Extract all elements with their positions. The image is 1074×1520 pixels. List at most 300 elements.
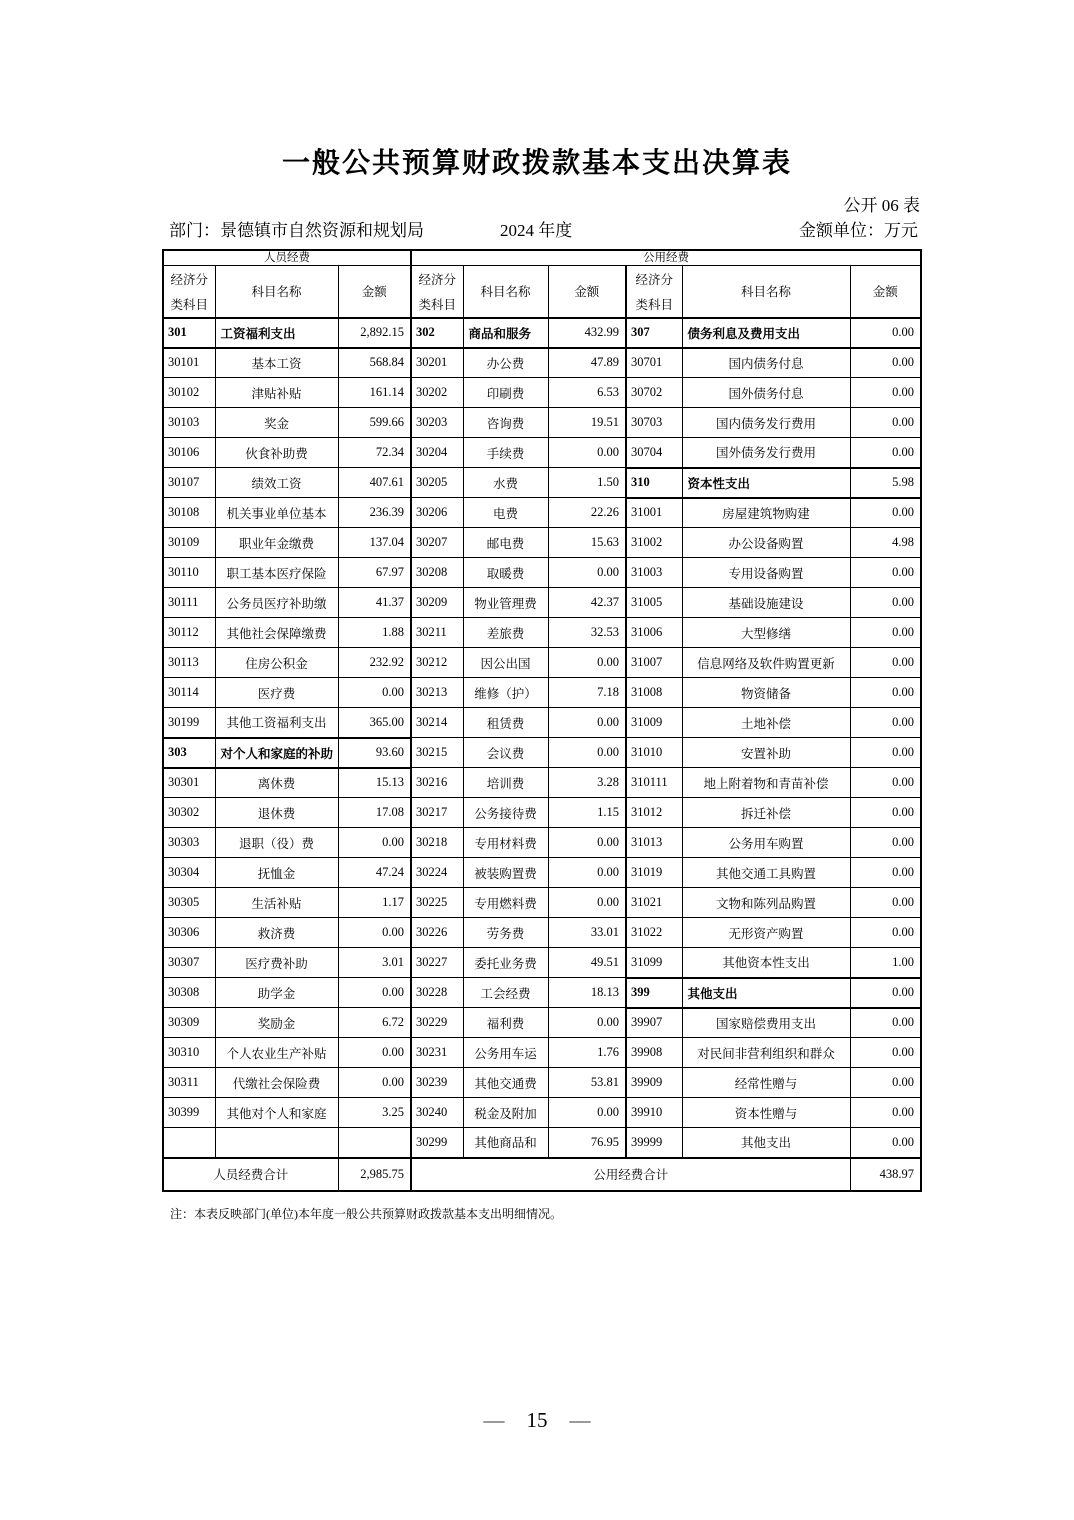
amount-cell: 0.00 xyxy=(338,678,411,708)
table-row xyxy=(163,738,921,768)
col-header-amount: 金额 xyxy=(850,266,921,318)
code-cell: 30217 xyxy=(411,798,463,828)
amount-cell: 0.00 xyxy=(850,888,921,918)
name-cell: 退休费 xyxy=(215,798,338,828)
code-cell: 30103 xyxy=(163,408,215,438)
name-cell: 机关事业单位基本 xyxy=(215,498,338,528)
name-cell: 专用材料费 xyxy=(463,828,548,858)
amount-cell: 19.51 xyxy=(548,408,626,438)
name-cell: 津贴补贴 xyxy=(215,378,338,408)
name-cell: 咨询费 xyxy=(463,408,548,438)
table-row xyxy=(163,798,921,828)
group-header-row xyxy=(163,250,921,266)
code-cell: 31099 xyxy=(626,948,682,978)
amount-cell: 365.00 xyxy=(338,708,411,738)
code-cell: 31003 xyxy=(626,558,682,588)
amount-cell: 0.00 xyxy=(850,1008,921,1038)
code-cell: 31022 xyxy=(626,918,682,948)
amount-cell: 49.51 xyxy=(548,948,626,978)
table-row xyxy=(163,618,921,648)
code-cell: 30702 xyxy=(626,378,682,408)
name-cell: 土地补偿 xyxy=(682,708,850,738)
code-cell: 30306 xyxy=(163,918,215,948)
totals-row xyxy=(163,1158,921,1191)
name-cell: 大型修缮 xyxy=(682,618,850,648)
amount-cell: 0.00 xyxy=(850,558,921,588)
amount-cell: 47.24 xyxy=(338,858,411,888)
col-header-code-line1: 经济分 xyxy=(170,273,208,288)
amount-cell: 3.01 xyxy=(338,948,411,978)
name-cell: 专用燃料费 xyxy=(463,888,548,918)
name-cell: 其他支出 xyxy=(682,978,850,1008)
table-row xyxy=(163,978,921,1008)
name-cell: 培训费 xyxy=(463,768,548,798)
name-cell xyxy=(215,1128,338,1158)
name-cell: 救济费 xyxy=(215,918,338,948)
table-row xyxy=(163,948,921,978)
code-cell: 30299 xyxy=(411,1128,463,1158)
code-cell: 30216 xyxy=(411,768,463,798)
name-cell: 印刷费 xyxy=(463,378,548,408)
amount-cell: 17.08 xyxy=(338,798,411,828)
code-cell: 30308 xyxy=(163,978,215,1008)
table-row xyxy=(163,708,921,738)
amount-cell: 0.00 xyxy=(850,438,921,468)
name-cell: 会议费 xyxy=(463,738,548,768)
name-cell: 抚恤金 xyxy=(215,858,338,888)
name-cell: 医疗费 xyxy=(215,678,338,708)
table-row xyxy=(163,678,921,708)
amount-cell: 0.00 xyxy=(338,828,411,858)
code-cell: 30205 xyxy=(411,468,463,498)
name-cell: 基础设施建设 xyxy=(682,588,850,618)
amount-cell: 0.00 xyxy=(850,708,921,738)
code-cell: 30114 xyxy=(163,678,215,708)
table-row xyxy=(163,1038,921,1068)
name-cell: 伙食补助费 xyxy=(215,438,338,468)
name-cell: 医疗费补助 xyxy=(215,948,338,978)
amount-cell: 0.00 xyxy=(338,978,411,1008)
code-cell: 31008 xyxy=(626,678,682,708)
name-cell: 工会经费 xyxy=(463,978,548,1008)
amount-cell: 15.63 xyxy=(548,528,626,558)
table-row xyxy=(163,558,921,588)
name-cell: 其他交通工具购置 xyxy=(682,858,850,888)
name-cell: 公务用车购置 xyxy=(682,828,850,858)
name-cell: 商品和服务 xyxy=(463,318,548,348)
amount-cell: 5.98 xyxy=(850,468,921,498)
code-cell: 30106 xyxy=(163,438,215,468)
name-cell: 职业年金缴费 xyxy=(215,528,338,558)
amount-cell: 0.00 xyxy=(338,1068,411,1098)
amount-cell: 15.13 xyxy=(338,768,411,798)
amount-cell: 0.00 xyxy=(850,1068,921,1098)
expense-table xyxy=(162,249,922,1192)
code-cell: 30112 xyxy=(163,618,215,648)
amount-cell: 22.26 xyxy=(548,498,626,528)
table-row xyxy=(163,768,921,798)
code-cell: 30202 xyxy=(411,378,463,408)
amount-cell: 236.39 xyxy=(338,498,411,528)
code-cell: 39909 xyxy=(626,1068,682,1098)
amount-cell: 0.00 xyxy=(548,828,626,858)
code-cell: 30227 xyxy=(411,948,463,978)
unit-label: 金额单位：万元 xyxy=(799,221,918,240)
name-cell: 其他支出 xyxy=(682,1128,850,1158)
amount-cell: 6.53 xyxy=(548,378,626,408)
amount-cell: 0.00 xyxy=(548,558,626,588)
code-cell: 30309 xyxy=(163,1008,215,1038)
code-cell: 30201 xyxy=(411,348,463,378)
code-cell: 31013 xyxy=(626,828,682,858)
code-cell: 30212 xyxy=(411,648,463,678)
col-header-amount: 金额 xyxy=(548,266,626,318)
amount-cell: 568.84 xyxy=(338,348,411,378)
col-header-code-line2: 类科目 xyxy=(418,298,456,313)
year-label: 2024 年度 xyxy=(500,221,573,240)
code-cell xyxy=(163,1128,215,1158)
name-cell: 无形资产购置 xyxy=(682,918,850,948)
amount-cell xyxy=(338,1128,411,1158)
amount-cell: 0.00 xyxy=(850,738,921,768)
table-row xyxy=(163,918,921,948)
name-cell: 其他商品和 xyxy=(463,1128,548,1158)
amount-cell: 0.00 xyxy=(850,678,921,708)
code-cell: 30110 xyxy=(163,558,215,588)
code-cell: 31019 xyxy=(626,858,682,888)
code-cell: 30310 xyxy=(163,1038,215,1068)
name-cell: 助学金 xyxy=(215,978,338,1008)
code-cell: 30302 xyxy=(163,798,215,828)
amount-cell: 0.00 xyxy=(850,1038,921,1068)
code-cell: 31006 xyxy=(626,618,682,648)
name-cell: 公务员医疗补助缴 xyxy=(215,588,338,618)
table-row xyxy=(163,828,921,858)
amount-cell: 0.00 xyxy=(548,708,626,738)
amount-cell: 0.00 xyxy=(850,1128,921,1158)
note-text: 注：本表反映部门(单位)本年度一般公共预算财政拨款基本支出明细情况。 xyxy=(170,1207,562,1221)
amount-cell: 0.00 xyxy=(850,318,921,348)
name-cell: 手续费 xyxy=(463,438,548,468)
name-cell: 国内债务发行费用 xyxy=(682,408,850,438)
amount-cell: 18.13 xyxy=(548,978,626,1008)
code-cell: 30239 xyxy=(411,1068,463,1098)
code-cell: 39908 xyxy=(626,1038,682,1068)
name-cell: 文物和陈列品购置 xyxy=(682,888,850,918)
name-cell: 水费 xyxy=(463,468,548,498)
group-header-public: 公用经费 xyxy=(411,250,921,266)
code-cell: 31021 xyxy=(626,888,682,918)
amount-cell: 0.00 xyxy=(850,408,921,438)
name-cell: 被装购置费 xyxy=(463,858,548,888)
name-cell: 国外债务付息 xyxy=(682,378,850,408)
amount-cell: 42.37 xyxy=(548,588,626,618)
name-cell: 基本工资 xyxy=(215,348,338,378)
code-cell: 30208 xyxy=(411,558,463,588)
code-cell: 30213 xyxy=(411,678,463,708)
name-cell: 债务利息及费用支出 xyxy=(682,318,850,348)
meta-row xyxy=(162,216,920,240)
col-header-code-line2: 类科目 xyxy=(635,298,673,313)
col-header-name: 科目名称 xyxy=(682,266,850,318)
table-row xyxy=(163,888,921,918)
table-label: 公开 06 表 xyxy=(843,196,920,215)
amount-cell: 1.88 xyxy=(338,618,411,648)
name-cell: 公务接待费 xyxy=(463,798,548,828)
name-cell: 劳务费 xyxy=(463,918,548,948)
name-cell: 其他交通费 xyxy=(463,1068,548,1098)
name-cell: 离休费 xyxy=(215,768,338,798)
amount-cell: 2,892.15 xyxy=(338,318,411,348)
name-cell: 经常性赠与 xyxy=(682,1068,850,1098)
table-row xyxy=(163,858,921,888)
name-cell: 退职（役）费 xyxy=(215,828,338,858)
code-cell: 30102 xyxy=(163,378,215,408)
code-cell: 30231 xyxy=(411,1038,463,1068)
amount-cell: 47.89 xyxy=(548,348,626,378)
code-cell: 30204 xyxy=(411,438,463,468)
amount-cell: 599.66 xyxy=(338,408,411,438)
name-cell: 专用设备购置 xyxy=(682,558,850,588)
department-label: 部门：景德镇市自然资源和规划局 xyxy=(169,221,424,240)
table-row xyxy=(163,498,921,528)
amount-cell: 432.99 xyxy=(548,318,626,348)
name-cell: 其他资本性支出 xyxy=(682,948,850,978)
code-cell: 30211 xyxy=(411,618,463,648)
amount-cell: 0.00 xyxy=(548,858,626,888)
amount-cell: 137.04 xyxy=(338,528,411,558)
table-row xyxy=(163,1098,921,1128)
name-cell: 其他社会保障缴费 xyxy=(215,618,338,648)
code-cell: 31001 xyxy=(626,498,682,528)
code-cell: 30111 xyxy=(163,588,215,618)
amount-cell: 0.00 xyxy=(548,438,626,468)
amount-cell: 0.00 xyxy=(338,918,411,948)
name-cell: 信息网络及软件购置更新 xyxy=(682,648,850,678)
amount-cell: 0.00 xyxy=(850,588,921,618)
table-row xyxy=(163,318,921,348)
name-cell: 福利费 xyxy=(463,1008,548,1038)
code-cell: 30199 xyxy=(163,708,215,738)
name-cell: 物资储备 xyxy=(682,678,850,708)
name-cell: 其他工资福利支出 xyxy=(215,708,338,738)
code-cell: 30206 xyxy=(411,498,463,528)
group-header-personnel: 人员经费 xyxy=(163,250,411,266)
amount-cell: 0.00 xyxy=(850,978,921,1008)
code-cell: 310 xyxy=(626,468,682,498)
code-cell: 30701 xyxy=(626,348,682,378)
code-cell: 30703 xyxy=(626,408,682,438)
name-cell: 办公费 xyxy=(463,348,548,378)
name-cell: 住房公积金 xyxy=(215,648,338,678)
code-cell: 31002 xyxy=(626,528,682,558)
code-cell: 30226 xyxy=(411,918,463,948)
name-cell: 对个人和家庭的补助 xyxy=(215,738,338,768)
table-row xyxy=(163,588,921,618)
name-cell: 资本性支出 xyxy=(682,468,850,498)
name-cell: 代缴社会保险费 xyxy=(215,1068,338,1098)
code-cell: 307 xyxy=(626,318,682,348)
amount-cell: 1.00 xyxy=(850,948,921,978)
name-cell: 公务用车运 xyxy=(463,1038,548,1068)
name-cell: 奖金 xyxy=(215,408,338,438)
code-cell: 303 xyxy=(163,738,215,768)
table-row xyxy=(163,1128,921,1158)
code-cell: 39999 xyxy=(626,1128,682,1158)
public-total-value: 438.97 xyxy=(850,1158,921,1191)
col-header-name: 科目名称 xyxy=(463,266,548,318)
code-cell: 39910 xyxy=(626,1098,682,1128)
name-cell: 邮电费 xyxy=(463,528,548,558)
name-cell: 个人农业生产补贴 xyxy=(215,1038,338,1068)
name-cell: 国家赔偿费用支出 xyxy=(682,1008,850,1038)
code-cell: 31012 xyxy=(626,798,682,828)
code-cell: 30229 xyxy=(411,1008,463,1038)
code-cell: 30113 xyxy=(163,648,215,678)
amount-cell: 72.34 xyxy=(338,438,411,468)
amount-cell: 76.95 xyxy=(548,1128,626,1158)
table-row xyxy=(163,408,921,438)
code-cell: 30399 xyxy=(163,1098,215,1128)
code-cell: 310111 xyxy=(626,768,682,798)
amount-cell: 53.81 xyxy=(548,1068,626,1098)
code-cell: 30209 xyxy=(411,588,463,618)
amount-cell: 0.00 xyxy=(850,768,921,798)
table-row xyxy=(163,648,921,678)
amount-cell: 407.61 xyxy=(338,468,411,498)
code-cell: 30109 xyxy=(163,528,215,558)
col-header-code xyxy=(411,266,463,318)
code-cell: 30305 xyxy=(163,888,215,918)
amount-cell: 41.37 xyxy=(338,588,411,618)
col-header-code-line1: 经济分 xyxy=(635,273,673,288)
name-cell: 办公设备购置 xyxy=(682,528,850,558)
amount-cell: 0.00 xyxy=(850,618,921,648)
name-cell: 工资福利支出 xyxy=(215,318,338,348)
amount-cell: 3.25 xyxy=(338,1098,411,1128)
page-title: 一般公共预算财政拨款基本支出决算表 xyxy=(281,147,792,178)
page-footer xyxy=(0,1408,1074,1433)
code-cell: 31007 xyxy=(626,648,682,678)
code-cell: 30228 xyxy=(411,978,463,1008)
amount-cell: 0.00 xyxy=(548,1008,626,1038)
name-cell: 物业管理费 xyxy=(463,588,548,618)
code-cell: 30224 xyxy=(411,858,463,888)
code-cell: 30240 xyxy=(411,1098,463,1128)
amount-cell: 0.00 xyxy=(548,738,626,768)
amount-cell: 67.97 xyxy=(338,558,411,588)
name-cell: 维修（护） xyxy=(463,678,548,708)
amount-cell: 0.00 xyxy=(850,918,921,948)
code-cell: 39907 xyxy=(626,1008,682,1038)
code-cell: 30311 xyxy=(163,1068,215,1098)
amount-cell: 1.15 xyxy=(548,798,626,828)
code-cell: 399 xyxy=(626,978,682,1008)
amount-cell: 3.28 xyxy=(548,768,626,798)
code-cell: 30107 xyxy=(163,468,215,498)
name-cell: 安置补助 xyxy=(682,738,850,768)
code-cell: 30108 xyxy=(163,498,215,528)
name-cell: 绩效工资 xyxy=(215,468,338,498)
table-row xyxy=(163,468,921,498)
amount-cell: 232.92 xyxy=(338,648,411,678)
name-cell: 国内债务付息 xyxy=(682,348,850,378)
name-cell: 取暖费 xyxy=(463,558,548,588)
amount-cell: 32.53 xyxy=(548,618,626,648)
amount-cell: 1.76 xyxy=(548,1038,626,1068)
personnel-total-label: 人员经费合计 xyxy=(163,1158,338,1191)
name-cell: 资本性赠与 xyxy=(682,1098,850,1128)
amount-cell: 33.01 xyxy=(548,918,626,948)
code-cell: 31009 xyxy=(626,708,682,738)
amount-cell: 0.00 xyxy=(850,498,921,528)
table-row xyxy=(163,1068,921,1098)
code-cell: 30203 xyxy=(411,408,463,438)
name-cell: 拆迁补偿 xyxy=(682,798,850,828)
code-cell: 30215 xyxy=(411,738,463,768)
table-row xyxy=(163,438,921,468)
amount-cell: 0.00 xyxy=(548,888,626,918)
column-header-row xyxy=(163,266,921,318)
code-cell: 30214 xyxy=(411,708,463,738)
code-cell: 302 xyxy=(411,318,463,348)
name-cell: 生活补贴 xyxy=(215,888,338,918)
amount-cell: 0.00 xyxy=(850,348,921,378)
amount-cell: 93.60 xyxy=(338,738,411,768)
table-row xyxy=(163,348,921,378)
public-total-label: 公用经费合计 xyxy=(411,1158,850,1191)
code-cell: 301 xyxy=(163,318,215,348)
code-cell: 30218 xyxy=(411,828,463,858)
footer-dash-right: — xyxy=(569,1408,591,1432)
amount-cell: 0.00 xyxy=(548,1098,626,1128)
amount-cell: 6.72 xyxy=(338,1008,411,1038)
code-cell: 30207 xyxy=(411,528,463,558)
name-cell: 对民间非营利组织和群众 xyxy=(682,1038,850,1068)
code-cell: 30704 xyxy=(626,438,682,468)
name-cell: 差旅费 xyxy=(463,618,548,648)
amount-cell: 1.17 xyxy=(338,888,411,918)
amount-cell: 1.50 xyxy=(548,468,626,498)
name-cell: 委托业务费 xyxy=(463,948,548,978)
amount-cell: 161.14 xyxy=(338,378,411,408)
col-header-name: 科目名称 xyxy=(215,266,338,318)
name-cell: 其他对个人和家庭 xyxy=(215,1098,338,1128)
name-cell: 因公出国 xyxy=(463,648,548,678)
page-number: 15 xyxy=(526,1408,548,1432)
name-cell: 职工基本医疗保险 xyxy=(215,558,338,588)
name-cell: 电费 xyxy=(463,498,548,528)
code-cell: 31010 xyxy=(626,738,682,768)
footer-dash-left: — xyxy=(483,1408,505,1432)
amount-cell: 0.00 xyxy=(548,648,626,678)
name-cell: 税金及附加 xyxy=(463,1098,548,1128)
amount-cell: 0.00 xyxy=(338,1038,411,1068)
col-header-code-line2: 类科目 xyxy=(170,298,208,313)
code-cell: 30225 xyxy=(411,888,463,918)
amount-cell: 4.98 xyxy=(850,528,921,558)
name-cell: 租赁费 xyxy=(463,708,548,738)
name-cell: 房屋建筑物购建 xyxy=(682,498,850,528)
name-cell: 国外债务发行费用 xyxy=(682,438,850,468)
name-cell: 地上附着物和青苗补偿 xyxy=(682,768,850,798)
col-header-code xyxy=(626,266,682,318)
code-cell: 31005 xyxy=(626,588,682,618)
amount-cell: 0.00 xyxy=(850,828,921,858)
amount-cell: 0.00 xyxy=(850,1098,921,1128)
name-cell: 奖励金 xyxy=(215,1008,338,1038)
code-cell: 30303 xyxy=(163,828,215,858)
